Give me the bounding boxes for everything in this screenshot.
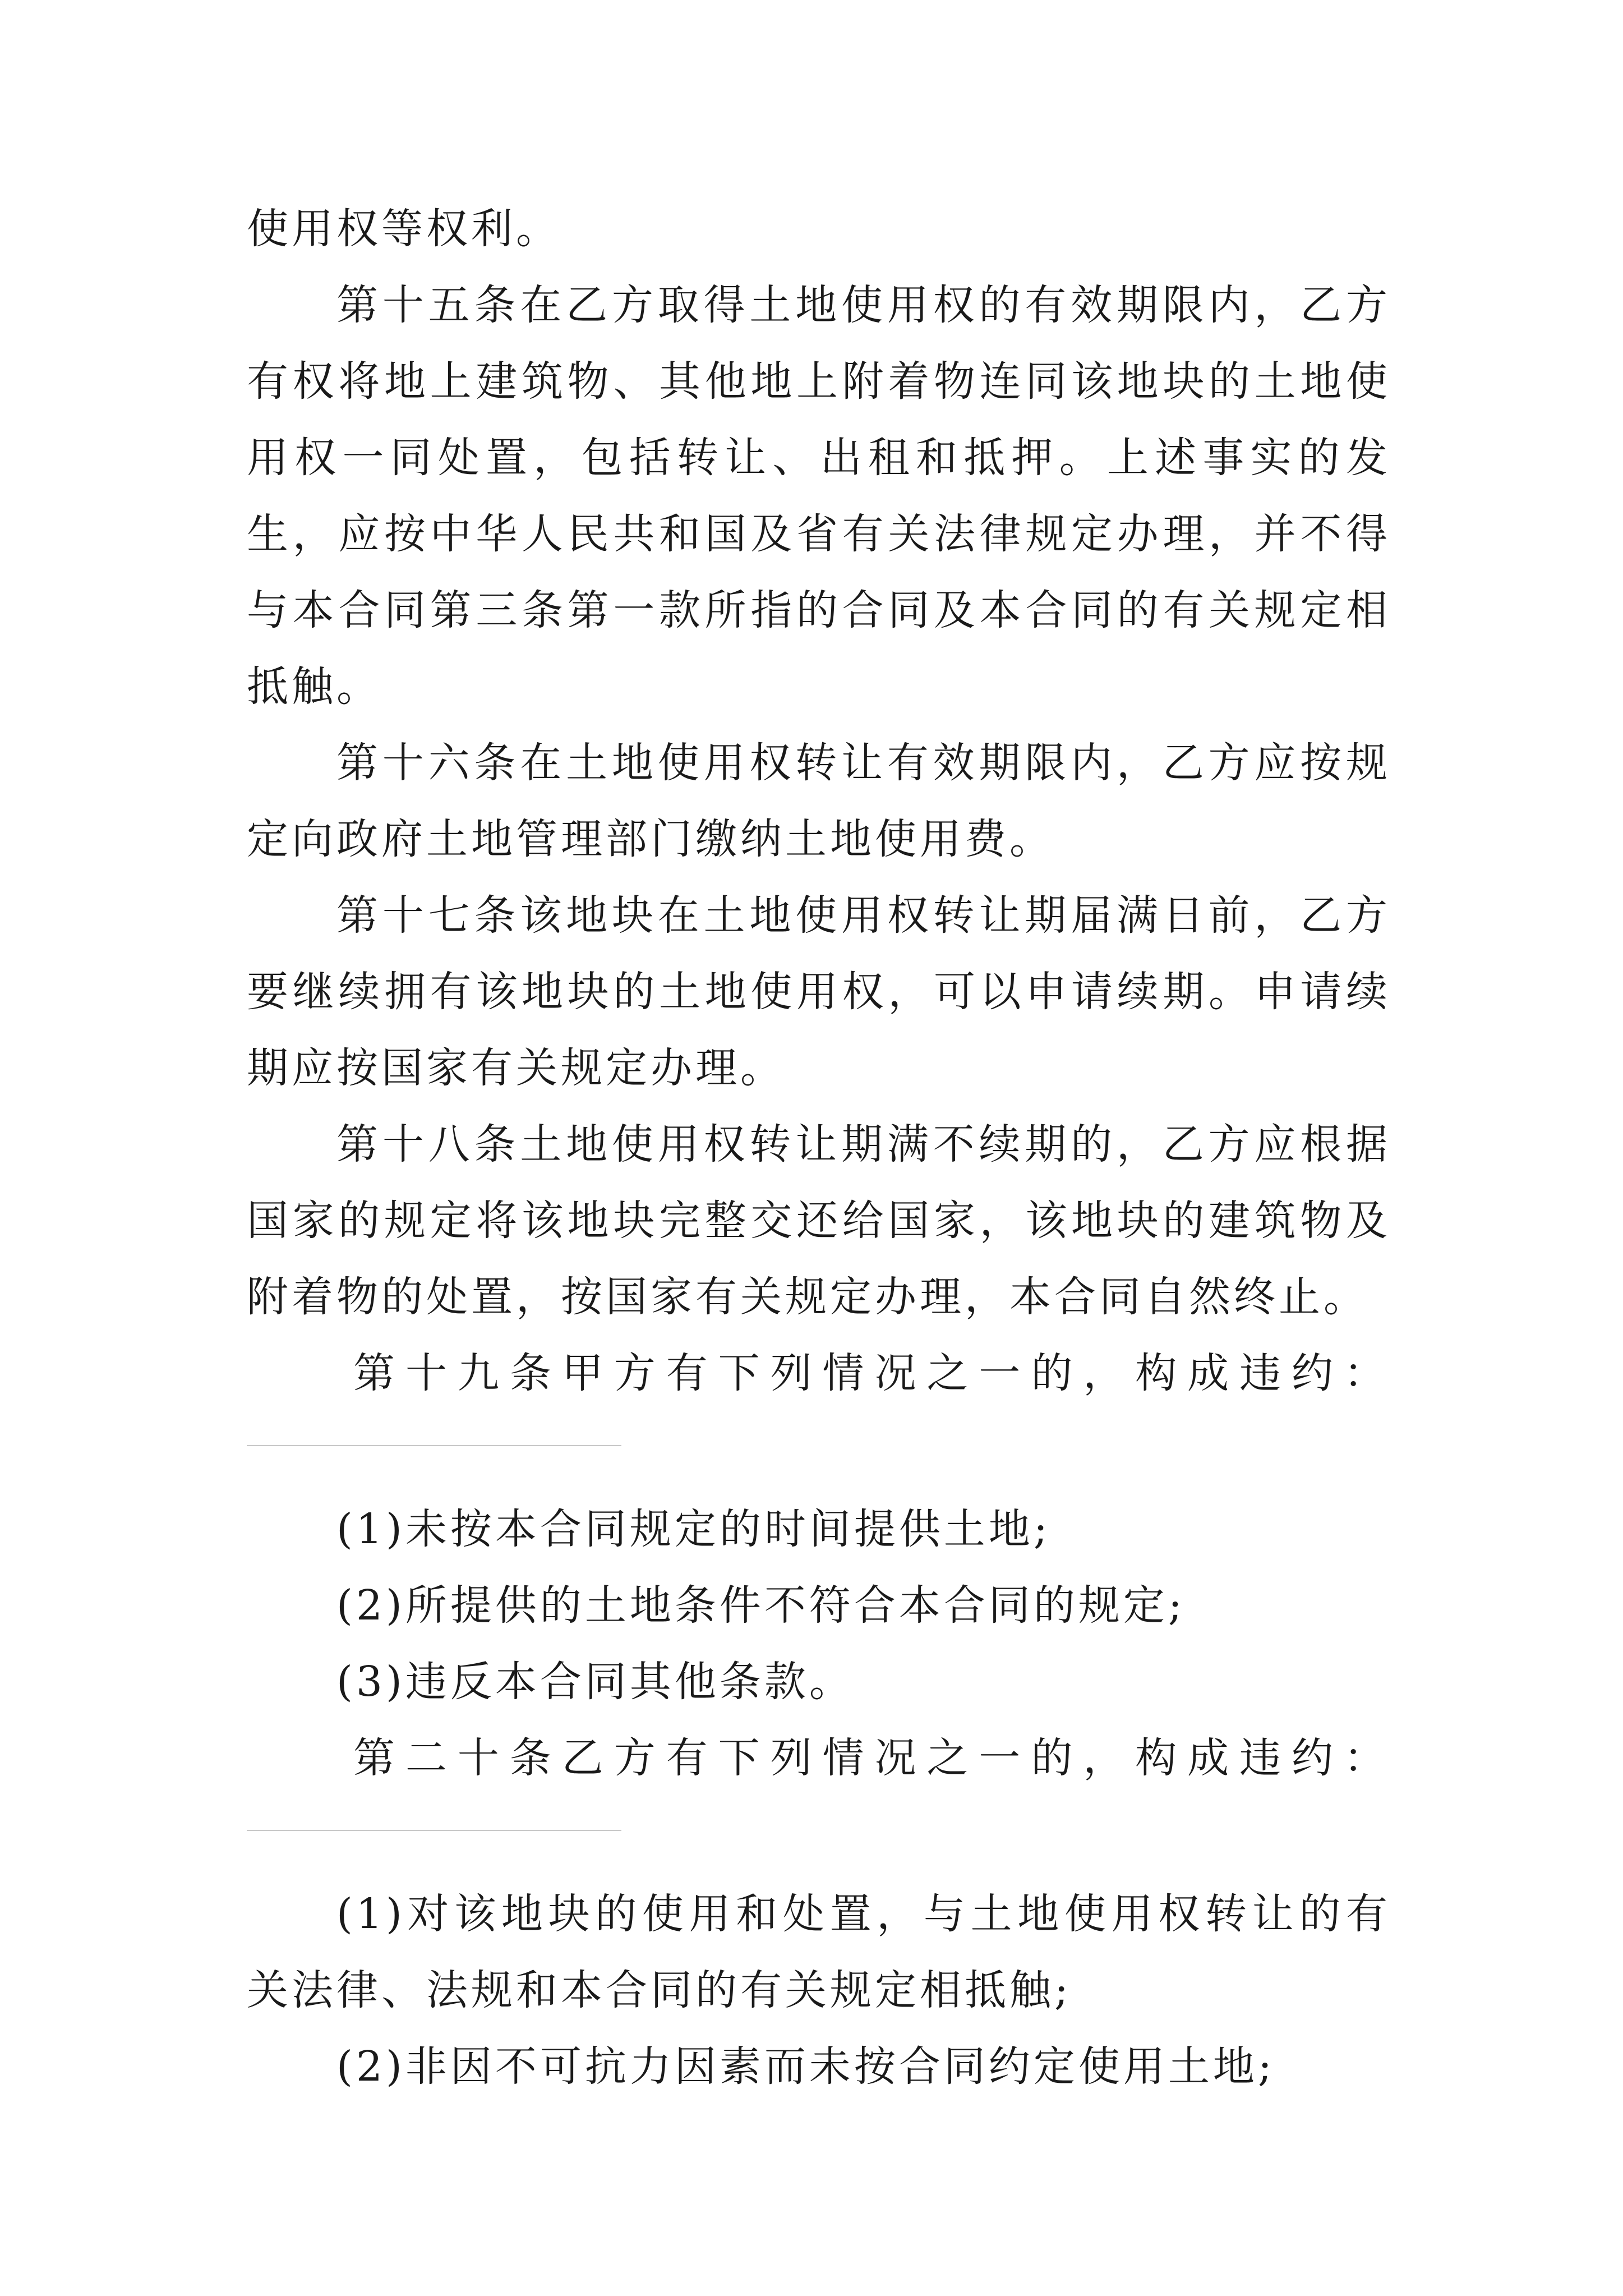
article-20-heading: 第二十条乙方有下列情况之一的，构成违约： <box>353 1734 1391 1782</box>
paragraph-continuation: 使用权等权利。 <box>247 205 561 253</box>
article-16: 第十六条在土地使用权转让有效期限内，乙方应按规定向政府土地管理部门缴纳土地使用费。 <box>247 739 1391 863</box>
article-20-item-1: (1)对该地块的使用和处置，与土地使用权转让的有关法律、法规和本合同的有关规定相抵触; <box>247 1890 1391 2014</box>
article-20-item-2: (2)非因不可抗力因素而未按合同约定使用土地; <box>336 2042 1275 2091</box>
article-17: 第十七条该地块在土地使用权转让期届满日前，乙方要继续拥有该地块的土地使用权，可以申请续期。申请续期应按国家有关规定办理。 <box>247 891 1391 1092</box>
article-19-item-2: (2)所提供的土地条件不符合本合同的规定; <box>336 1581 1186 1630</box>
article-18: 第十八条土地使用权转让期满不续期的，乙方应根据国家的规定将该地块完整交还给国家，该地块的建筑物及附着物的处置，按国家有关规定办理，本合同自然终止。 <box>247 1120 1391 1321</box>
separator-line <box>247 1830 621 1831</box>
separator-line <box>247 1445 621 1446</box>
document-body <box>247 191 1391 2105</box>
article-15: 第十五条在乙方取得土地使用权的有效期限内，乙方有权将地上建筑物、其他地上附着物连同该地块的土地使用权一同处置，包括转让、出租和抵押。上述事实的发生，应按中华人民共和国及省有关法律规定办理，并不得与本合同第三条第一款所指的合同及本合同的有关规定相抵触。 <box>247 281 1391 711</box>
article-19-item-1: (1)未按本合同规定的时间提供土地; <box>336 1505 1051 1553</box>
article-19-heading: 第十九条甲方有下列情况之一的，构成违约： <box>353 1349 1391 1397</box>
article-19-item-3: (3)违反本合同其他条款。 <box>336 1658 854 1706</box>
